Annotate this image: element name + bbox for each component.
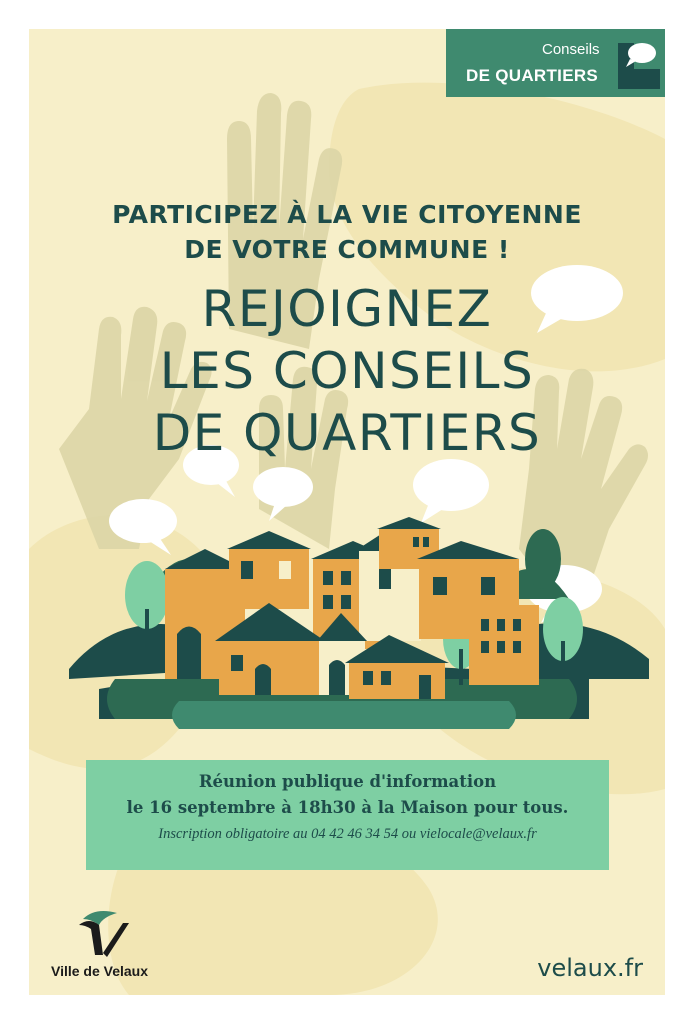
velaux-logo-icon [73,907,137,959]
poster [29,29,665,995]
subtitle-line-1: PARTICIPEZ À LA VIE CITOYENNE [112,200,582,229]
logo-label: Ville de Velaux [51,963,149,979]
badge-label-conseils: Conseils [542,41,600,58]
meeting-info-box [86,760,609,870]
speech-bubbles-icon [616,39,660,89]
website-link[interactable]: velaux.fr [537,954,643,982]
registration-info: Inscription obligatoire au 04 42 46 34 54 ou vielocale@velaux.fr [158,826,537,842]
house [227,531,311,609]
subtitle-line-2: DE VOTRE COMMUNE ! [184,235,510,264]
speech-bubble [413,459,489,511]
meeting-date: le 16 septembre à 18h30 à la Maison pour tous. [126,798,569,817]
speech-bubble [253,467,313,507]
headline-line-3: DE QUARTIERS [152,404,542,462]
headline-line-1: REJOIGNEZ [201,280,493,338]
house [469,605,539,685]
badge-label-quartiers: DE QUARTIERS [466,66,599,85]
conseils-de-quartiers-badge [446,29,665,97]
speech-bubble [109,499,177,543]
headline-line-2: LES CONSEILS [159,342,535,400]
meeting-title: Réunion publique d'information [198,772,497,791]
